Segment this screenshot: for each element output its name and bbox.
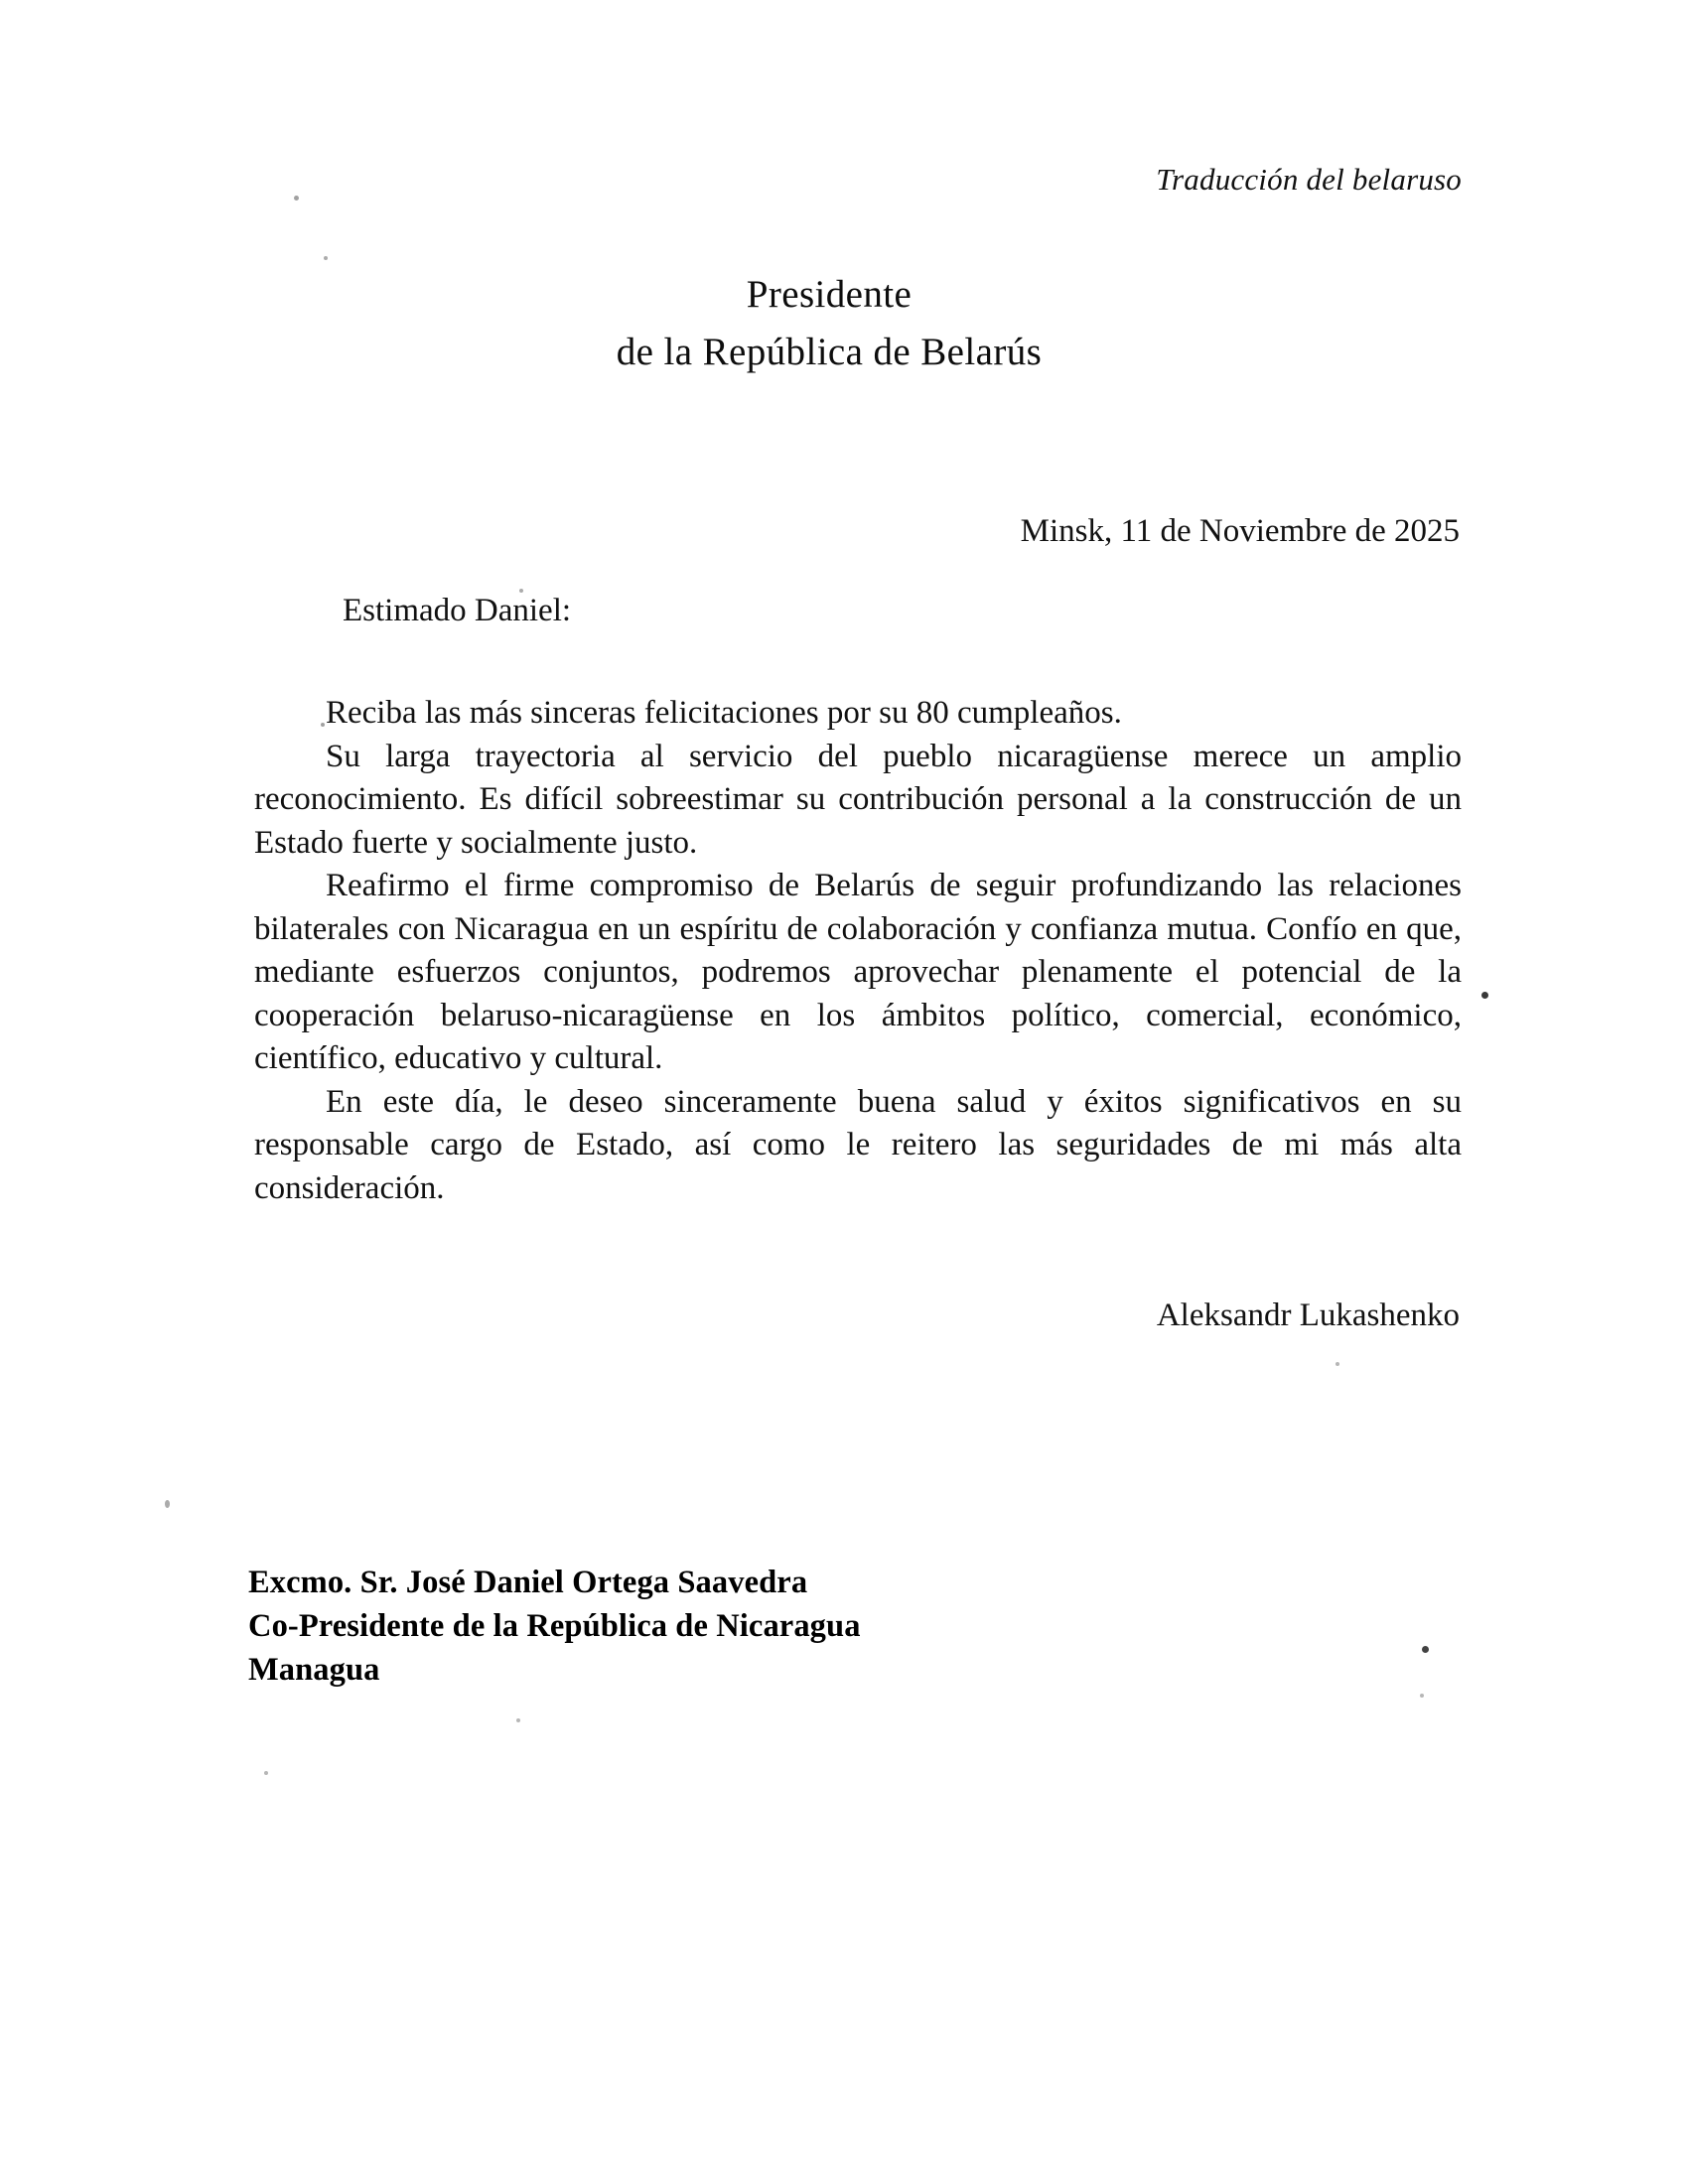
dateline: Minsk, 11 de Noviembre de 2025 bbox=[1020, 513, 1460, 549]
scan-speck bbox=[324, 256, 328, 260]
body-paragraph: Su larga trayectoria al servicio del pueblo nicaragüense merece un amplio reconocimiento. Es difícil sobreestimar su contribución personal a la construcción de un Estado fuerte y socialmente justo. bbox=[254, 738, 1462, 861]
body-paragraph: En este día, le deseo sinceramente buena salud y éxitos significativos en su responsable cargo de Estado, así como le reitero las seguridades de mi más alta consideración. bbox=[254, 1083, 1462, 1206]
scan-speck bbox=[1336, 1362, 1339, 1366]
recipient-name: Excmo. Sr. José Daniel Ortega Saavedra bbox=[248, 1565, 808, 1600]
translation-note: Traducción del belaruso bbox=[1156, 162, 1462, 197]
letterhead-line-1: Presidente bbox=[746, 273, 913, 316]
letterhead-line-2: de la República de Belarús bbox=[616, 331, 1043, 373]
recipient-title: Co-Presidente de la República de Nicaragua bbox=[248, 1608, 861, 1644]
letter-body bbox=[254, 692, 1462, 1210]
recipient-city: Managua bbox=[248, 1652, 380, 1688]
body-paragraph: Reciba las más sinceras felicitaciones por su 80 cumpleaños. bbox=[326, 695, 1122, 731]
scan-speck bbox=[1481, 992, 1488, 999]
signature-name: Aleksandr Lukashenko bbox=[1156, 1297, 1460, 1333]
scan-speck bbox=[1420, 1694, 1424, 1698]
recipient-address-block bbox=[248, 1561, 861, 1692]
scan-speck bbox=[264, 1771, 268, 1775]
scan-speck bbox=[516, 1718, 520, 1722]
body-paragraph: Reafirmo el firme compromiso de Belarús de seguir profundizando las relaciones bilaterales con Nicaragua en un espíritu de colaboración y confianza mutua. Confío en que, mediante esfuerzos conjuntos, podremos aprovechar plenamente el potencial de la cooperación belaruso-nicaragüense en los ámbitos político, comercial, económico, científico, educativo y cultural. bbox=[254, 868, 1462, 1076]
salutation: Estimado Daniel: bbox=[343, 593, 572, 628]
scan-speck bbox=[1422, 1646, 1429, 1653]
letterhead bbox=[0, 266, 1688, 381]
scan-speck bbox=[165, 1500, 170, 1508]
